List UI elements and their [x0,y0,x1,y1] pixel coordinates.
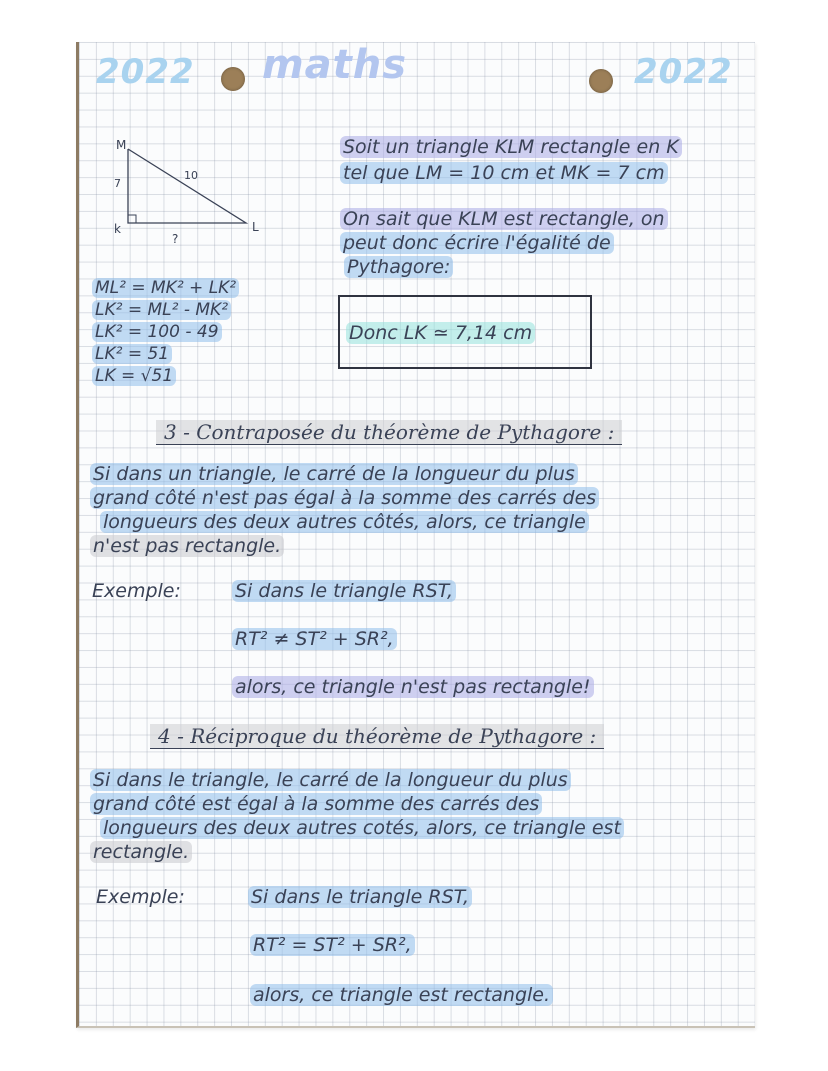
vertex-m-label: M [116,138,127,152]
calc-line-4: LK² = 51 [92,344,172,364]
intro-line-1: Soit un triangle KLM rectangle en K [340,136,682,158]
intro-line-4: peut donc écrire l'égalité de [340,232,614,254]
section-4-example-line-3: alors, ce triangle est rectangle. [250,984,553,1006]
side-ml-label: 10 [184,169,198,182]
punch-hole-left [221,67,245,91]
header-year-right: 2022 [634,52,733,92]
section-4-text: Si dans le triangle, le carré de la longueur du plus grand côté est égal à la somme des carrés des longueurs des deux autres cotés, alors, ce triangle est rectangle. [90,768,750,864]
section-4-example-line-1: Si dans le triangle RST, [248,886,472,908]
section-3-example-label: Exemple: [92,580,181,602]
triangle-diagram [100,135,280,250]
section-3-example-line-2: RT² ≠ ST² + SR², [232,628,397,650]
header-year-left: 2022 [96,52,195,92]
side-mk-label: 7 [114,177,121,190]
vertex-l-label: L [252,220,259,234]
triangle-shape [128,149,246,223]
calc-line-1: ML² = MK² + LK² [92,278,239,298]
calc-line-3: LK² = 100 - 49 [92,322,222,342]
intro-line-3: On sait que KLM est rectangle, on [340,208,668,230]
intro-line-5: Pythagore: [344,256,453,278]
section-4-title: 4 - Réciproque du théorème de Pythagore : [150,724,604,749]
section-3-title: 3 - Contraposée du théorème de Pythagore : [156,420,622,445]
section-3-example-line-1: Si dans le triangle RST, [232,580,456,602]
section-3-example-line-3: alors, ce triangle n'est pas rectangle! [232,676,594,698]
vertex-k-label: k [114,222,121,236]
calc-line-2: LK² = ML² - MK² [92,300,231,320]
right-angle-mark [128,215,136,223]
side-kl-label: ? [172,232,179,246]
punch-hole-right [589,69,613,93]
calc-line-5: LK = √51 [92,366,176,386]
header-title: maths [262,42,408,88]
section-4-example-line-2: RT² = ST² + SR², [250,934,415,956]
section-3-text: Si dans un triangle, le carré de la longueur du plus grand côté n'est pas égal à la somme des carrés des longueurs des deux autres côtés, alors, ce triangle n'est pas rectangle. [90,462,750,558]
intro-line-2: tel que LM = 10 cm et MK = 7 cm [340,162,668,184]
section-4-example-label: Exemple: [96,886,185,908]
result-text: Donc LK ≃ 7,14 cm [346,322,535,344]
